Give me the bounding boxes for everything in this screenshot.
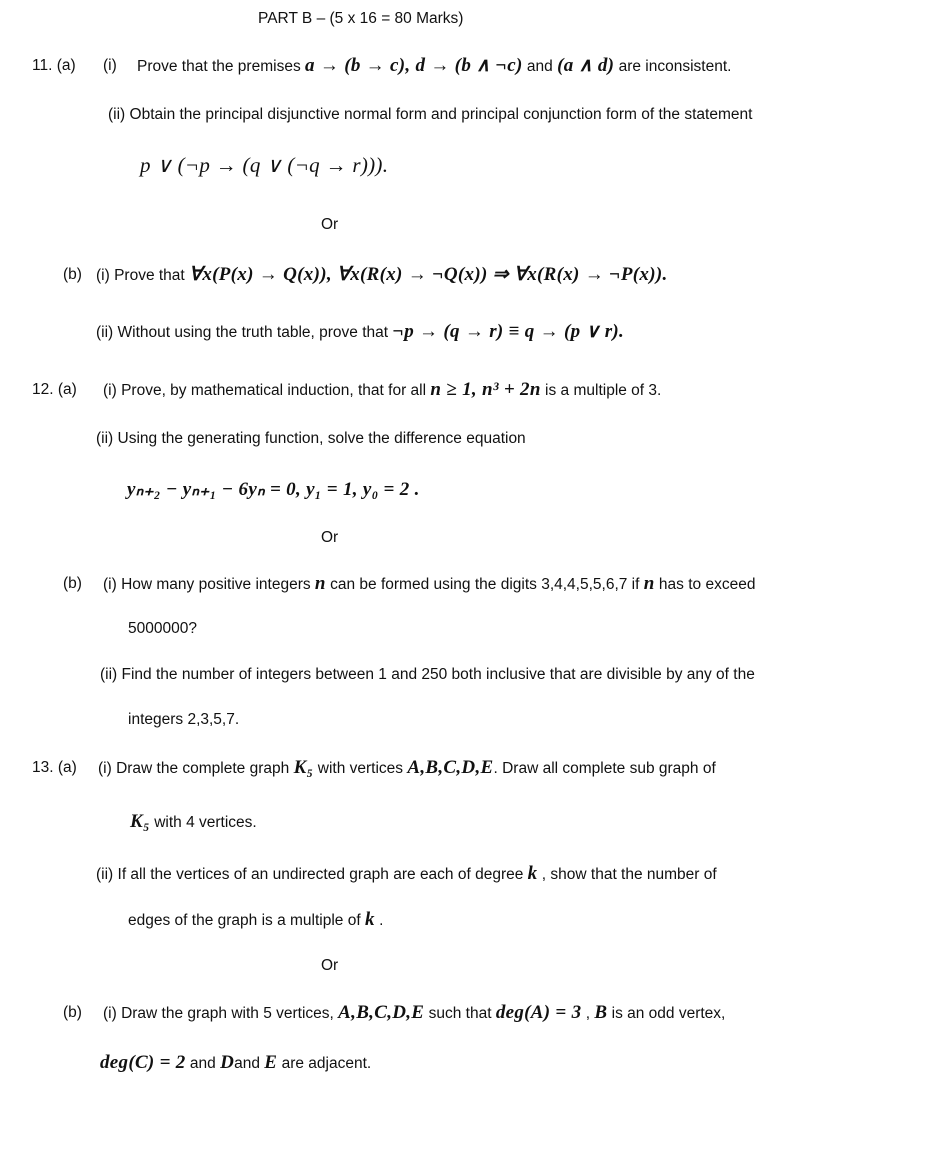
q11a-i-text <box>137 54 731 79</box>
q13a-i-text-cont <box>130 810 257 835</box>
math-expression: ¬p → (q → r) ≡ q → (p ∨ r). <box>392 321 625 342</box>
text-segment: Or <box>321 216 339 233</box>
q12-label <box>32 378 77 402</box>
q11-label <box>32 54 76 78</box>
text-segment: 13. (a) <box>32 759 77 776</box>
text-segment: (ii) Without using the truth table, prove that <box>96 324 393 341</box>
text-segment: and <box>522 58 558 75</box>
math-expression: A,B,C,D,E <box>338 1002 425 1023</box>
text-segment: (b) <box>63 266 82 283</box>
q12b-ii-text-cont <box>128 708 239 732</box>
text-segment: are adjacent. <box>277 1055 372 1072</box>
text-segment: with 4 vertices. <box>149 814 257 831</box>
q12b-ii-text <box>100 663 755 687</box>
math-expression: (a ∧ d) <box>557 55 615 76</box>
text-segment: (ii) Find the number of integers between 1 and 250 both inclusive that are divisible by any of the <box>100 666 755 683</box>
math-expression: D <box>220 1052 235 1073</box>
text-segment: are inconsistent. <box>614 58 732 75</box>
q12b-label <box>63 572 82 596</box>
text-segment: (b) <box>63 1004 82 1021</box>
text-segment: edges of the graph is a multiple of <box>128 912 365 929</box>
text-segment: has to exceed <box>654 576 756 593</box>
text-segment: (ii) Using the generating function, solve the difference equation <box>96 430 526 447</box>
math-expression: n <box>314 573 326 594</box>
q12b-i-text-cont <box>128 617 197 641</box>
or-divider <box>321 526 338 550</box>
math-expression: deg(C) = 2 <box>100 1052 186 1073</box>
text-segment: with vertices <box>313 760 408 777</box>
q13a-ii-text-cont <box>128 908 383 933</box>
text-segment: is a multiple of 3. <box>540 382 662 399</box>
text-segment: Prove that the premises <box>137 58 305 75</box>
text-segment: (i) Draw the graph with 5 vertices, <box>103 1005 339 1022</box>
math-expression: ∀x(P(x) → Q(x)), ∀x(R(x) → ¬Q(x)) ⇒ ∀x(R(x) → ¬P(x)). <box>189 264 668 285</box>
text-segment: . Draw all complete sub graph of <box>493 760 716 777</box>
math-expression: K₅ <box>293 757 314 778</box>
q11a-i-label <box>103 54 117 78</box>
or-divider <box>321 213 338 237</box>
math-expression: a → (b → c), d → (b ∧ ¬c) <box>305 55 523 76</box>
q12a-ii-formula <box>127 478 420 503</box>
math-expression: E <box>264 1052 278 1073</box>
text-segment: Or <box>321 957 339 974</box>
math-expression: n <box>643 573 655 594</box>
q11b-ii-text <box>96 320 624 345</box>
text-segment: 5000000? <box>128 620 197 637</box>
q11a-ii-text <box>108 103 752 127</box>
math-expression: n ≥ 1, n³ + 2n <box>430 379 541 400</box>
text-segment: and <box>234 1055 265 1072</box>
text-segment: , show that the number of <box>537 866 717 883</box>
math-expression: A,B,C,D,E <box>407 757 494 778</box>
q13b-label <box>63 1001 82 1025</box>
text-segment: 12. (a) <box>32 381 77 398</box>
q13a-i-text <box>98 756 716 781</box>
q12a-ii-text <box>96 427 526 451</box>
q13-label <box>32 756 77 780</box>
text-segment: (ii) If all the vertices of an undirected graph are each of degree <box>96 866 528 883</box>
math-expression: p ∨ (¬p → (q ∨ (¬q → r))). <box>140 153 389 177</box>
text-segment: (i) Draw the complete graph <box>98 760 294 777</box>
text-segment: (b) <box>63 575 82 592</box>
or-divider <box>321 954 338 978</box>
text-segment: (i) Prove that <box>96 267 190 284</box>
math-expression: B <box>594 1002 608 1023</box>
q12b-i-text <box>103 572 755 597</box>
text-segment: and <box>185 1055 221 1072</box>
text-segment: , <box>581 1005 595 1022</box>
math-expression: K₅ <box>130 811 150 832</box>
text-segment: (ii) Obtain the principal disjunctive normal form and principal conjunction form of the statement <box>108 106 753 123</box>
math-expression: yₙ₊₂ − yₙ₊₁ − 6yₙ = 0, y₁ = 1, y₀ = 2 . <box>127 479 420 500</box>
text-segment: 11. (a) <box>32 57 76 74</box>
math-expression: deg(A) = 3 <box>495 1002 582 1023</box>
q13b-i-text <box>103 1001 725 1026</box>
q13a-ii-text <box>96 862 717 887</box>
q11a-ii-formula <box>140 153 388 180</box>
section-header: PART B – (5 x 16 = 80 Marks) <box>258 10 464 27</box>
math-expression: k <box>527 863 538 884</box>
text-segment: (i) <box>103 57 117 74</box>
text-segment: (i) Prove, by mathematical induction, that for all <box>103 382 431 399</box>
text-segment: . <box>374 912 384 929</box>
text-segment: can be formed using the digits 3,4,4,5,5,6,7 if <box>325 576 644 593</box>
text-segment: Or <box>321 529 339 546</box>
q11b-i-text <box>96 263 668 288</box>
q13b-i-text-cont <box>100 1051 371 1076</box>
q11b-label <box>63 263 82 287</box>
text-segment: (i) How many positive integers <box>103 576 315 593</box>
text-segment: is an odd vertex, <box>607 1005 726 1022</box>
math-expression: k <box>364 909 375 930</box>
text-segment: integers 2,3,5,7. <box>128 711 240 728</box>
q12a-i-text <box>103 378 661 403</box>
text-segment: such that <box>424 1005 496 1022</box>
